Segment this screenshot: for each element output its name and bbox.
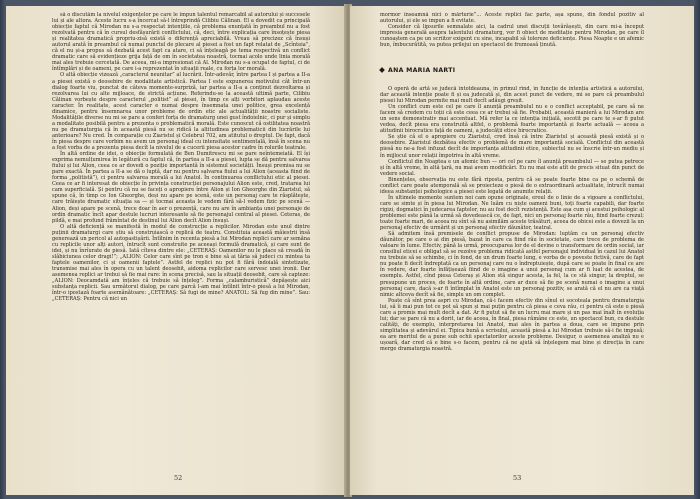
paragraph: Consider că lipsurile semnalate aici, la cadrul unei discuții tovărășești, din care mi-a început impresia generală asupra talentului dramaturg, vor fi obiect de meditație pentru Mirodan, pe care îl cunoaștem ca pe un scriitor exigent cu sine, incapabil să tolereze deficiențe. Piesa Noapte e un afemic bun, îmbucurătită, va putea prilejui un spectacol de frumoasă ținută.	[380, 24, 644, 49]
paragraph: să o discutăm la nivelul exigențelor pe care le impun talentul remarcabil al autorului și succesele lui și ale altora. Aceste lucru s-a încercat să-l întreprindă Cilibiu Călinan. El a dovedit ca principală obiecție faptul că Mirodan nu s-a respectat intențiile, că problema enunțată în preambul nu a fost rezolvată pentru că în cursul desfășurării conflictului, că, deci, între explicația care însoțește piesa și realitatea dramatică propriu-zisă există o diferență apreciabilă. Vreau să precizez că însuși autorul arată în preambul că numai punctul de plecare al piesei a fost un fapt relatat de „Scînteia”, că el nu și-a propus să dezbată acest fapt ca atare, ci să înțeleagă pe tema respectivă un conflict dramatic care să evidențieze grija față de om în societatea noastră, tocmai acolo unde linia morală mai ales trebuie cercetată. De aceea, mi-a impresionat că Al. Mirodan nu s-a ocupat de faptul, ci de întîmplări și de oameni, pe care i-a reprezentat în situații reale, cu forța lor morală.	[52, 12, 310, 73]
right-page-main-body	[380, 86, 644, 460]
paragraph: O operă de artă se judecă întotdeauna, în primul rînd, în funcție de intenția artistică a autorului, dar această intenție poate fi și ea judecată și, din acest punct de vedere, mi se pare că preambulul piesei lui Mirodan permite mai mult decît adăugi greșit.	[380, 86, 644, 105]
section-heading-text: ANA MARIA NARTI	[388, 67, 456, 74]
left-page	[6, 6, 346, 495]
paragraph: mormor înseamnă nici o mărturie”... Aceste replici fac parte, așa spune, din fondul pozitiv al autorului, și ele se impun a fi evitate.	[380, 12, 644, 25]
paragraph: O altă deficiență se manifestă în modul de construcție a replicilor. Mirodan este unul dintre puținii dramaturgi care știu să construiască o replică de teatru. Constituia această măiestrii însă generează un pericol al autopastișării. Întîlnim în recenta piesă a lui Mirodan replici care ar semăna cu replicile unor alți autori, întrucît sunt construite pe aceeași formulă dramatică, și care sunt de idei, și nu înrîurate de piesă. Iată cîteva dintre ele: „CETERAȘ: Oamenilor nu le place să creadă în slăbiciunea celor dragi!”; „ALION: Celor care sînt pe tron e bine să ai tăria să judeci cu mintea ta faptele oamenilor, ci și oamenii faptele”. Astfel de replici nu pot fi fără îndoială sintetizate, transmise mai ales în opera cu un talent deosebit, aidoma replicilor care servesc unei ironii. Dar asemenea replici ar trebui să fie mai rare: în scena precisă, sau la situații deosebit, care să capteze: „ALION: Deocamdată am înțeles că trebuie să înțeleg”. Forma „calamburistică” depășește aici substanța replicii. Sau următorul dialog, pe care parcă l-am mai întîlnit într-o piesă a lui Mirodan, într-o ipostază foarte asemănătoare: „CETERAȘ: Să fugi de mine? ANATOL: Să fug din mine”. Sau: „CETERAȘ: Pentru că nici un	[52, 223, 310, 303]
left-page-body	[52, 12, 310, 459]
section-heading	[380, 67, 455, 74]
right-page	[350, 6, 694, 495]
paragraph: Se știe că el o apropiere cu Ziaristul, cred însă că între Ziaristul și această piesă există și o deosebire. Ziaristul dezbătea efectiv o problemă de mare importanță socială. Conflictul din această piesă nu ne-a fost infuzat decît de importanța atitudinii etice, subiectul nu se înscrie într-un mediu și în mijlocul unor relații împotriva în altă vreme.	[380, 134, 644, 159]
paragraph: Binențeles, observația nu este fără riposta, pentru că se poate foarte bine ca pe o schemă de conflict care poate atemporală să se proiecteze o piesă de o extraordinară actualitate, întrucît numai ideea substanței psihologice a piesei este legată de anumite relații.	[380, 176, 644, 195]
paragraph: Conflictul din Noaptea e un afemic bun — ori cel pe care îl anunță preambulul — se putea petrece și în altă vreme, în altă țară, nu mai avem modificări. Eu nu mai este atît de precis situat din punct de vedere social.	[380, 158, 644, 177]
paragraph: Să admitem însă premisele de conflict propuse de Mirodan: luptăm cu un personaj efectiv dăunător, pe care o ai din piesă, bazat în care ca fiind rău în societate, care trece de problema de valoare în lume. Efectiv, până la urmă, preocuparea lor de el devine o transformare de ordin social, iar consiliul eticei e obligat să se rezolve problema ridicată astfel personajul individual în cazul lui Anatol nu trebuie să se schimbe, ci în fond, de un drum foarte lung, e vorba de o poveste fictivă, care de fapt nu poate fi decît îndreptată ca un personaj care nu o îndreptuiește, după care se poate în final ce are în vedere, dar foarte înfățișează fiind de o imagine a unui personaj cum ar fi luat de acestea, de exemplu. Astfel, cînd piesa Ceteraș și Alion stă singur acesta, la fel, la ce stă singur, la dreptul, se presupune un proces, de foarte în altă ordine, care ar duce să fie pe scenă numai o imagine a unui personaj care, dacă s-ar fi întîmplat în Anatol este un personaj pozitiv, se arată că el nu are ca viață nimic altceva decît să fie, simplu un om complet.	[380, 231, 644, 298]
paragraph: O altă obiecție vizează „caracterul neunitar” al lucrării. Într-adevăr, între partea I și partea a II-a a piesei există o deosebire de modalitate artistică. Partea I este expunerea motivului cât într-un dialog foarte viu, punctat de câteva momente-surpriză, iar partea a II-a a conținut dezvoltarea și rezolvarea lui cu alte mijloace, de strictă acțiune. Referindu-se la această ultimă parte, Cilibiu Călinan vorbește despre caracterul „politist” al piesei, în timp ce alți vorbitori aplaudau aceste caracter. În realitate, acest caracter e numai despre însemnata unei politice, grea excelență dinamice, pentru însemnarea unor probleme de ordin etic ale actualității noastre socialiste. Modalitățile diverse nu mi se pare a conferi forța de dramaturg unei gust îndoielnic, ci pur și simplu a modalitate posibilă pentru a prezenta o problematică morală. Este cunoscut că ostilitatea noastră nu pe dramaturgia că în această piesă nu se ridică la altitudinea problematicii din lucrările lui anterioare? Nu cred. În comparație cu Ziaristul și Celebrul 702, am atitutul o dreptul. De fapt, dacă în piesa despre care vorbim nu avem un personaj ideal cu intensitate sentimentală, însă în scena nu a fost vorba de a prezenta piesa decît la nivelul de a cucerii piesa acestor cadre în rolurile teatrale.	[52, 72, 310, 152]
bullet-icon	[379, 67, 385, 73]
paragraph: În ultimele momente suntem noi cam opune originale, eroul de o linie de a vigoare a conflictului, care se simte și în piesa lui Mirodan. Ne luăm cu niște oameni buni, toți foarte capabili, dar foarte rigizi, dogmatici în judecarea faptelor, nu au fost decît rezistență. Este așa cum și acestui psihologic al problemei este până la urmă să dovedească ce, de fapt, nici un personaj foarte rău, fiind foarte crezul; toate foarte mari, de aceea nu sînt să nu asimilăm aceste trăsături, aceea de obicei este a dovezii la un personaj efectiv de urmărit și un personaj efectiv dăunător, teatral.	[380, 194, 644, 232]
right-page-top-body	[380, 12, 644, 54]
paragraph: În altă ordine de idei, o obiecție formulată de Ben Dumitrescu mi se pare neîntemeiată. El își exprima nemulțumirea în legătură cu faptul că, în partea a II-a a piesei, lupta se dă pentru salvarea fiului și lui Alion, ceea ce ar dovedi o poziție importantă în sistemul societății. Însuși premisa nu se pare exactă. În partea a II-a se dă o luptă, dar nu pentru salvarea fiului a lui Alion (aceasta fiind de forma „politistă”), ci pentru salvarea morală a lui Anatol. În continuarea conflictului etic al piesei. Ceea ce ar fi interesat de obiecție în privința construcției personajului Alion este, cred, tratarea lui cam superficială. Și pentru că nu se faceți o apropiere între Alion și Ion Gheorghe din Ziaristul, să spune că, în timp ce Ion Gheorghe, deși nu apare pe scenă, este un personaj care te răsplătește, care trăiește dramatic situația sa — și tocmai aceasta le vedem fără să-l vedem fizic pe scenă — Alion, deși apare pe scenă, trece doar în aer o prezență, care nu are în ambianța unei personaje de ordin dramatic încît apar destule lucruri interesante să fie personajul central al piesei. Ceteras, de pildă, e mai profund frămîntat de destinul lui Alion decît Alion însuși.	[52, 151, 310, 224]
paragraph: Poate că sînt prea aspri cu Mirodan, că-i facem efectiv din sînul ei socoteala pentru dramaturgia lui, să îi mai pun tot ce pot să spun și mai puțin pentru că piesa e ceva rău, ci pentru că este o piesă care a promis mai mult decît a dat. Ar fi putut să fie un lucru mai mare și un pas mai înalt în evoluția lui; dar se pare că nu a dorit, iar de aceea, în final, piesa rămâne ce este, un spectacol bun, cu destule calități, de exemplu, interpretarea lui Anatol, mai ales în partea a doua, care se impune prin simplitatea și adevărul ei. Tipica bună a scrisului, această piesă a lui Mirodan trebuie să-i fie impusă; ea are meritul de a pune sub ochii spectatorilor aceste probleme. Desigur, o asemenea analiză nu e ușoară, dar cred că e bine s-o facem, pentru că ne ajută să înțelegem mai bine și direcția în care merge dramaturgia noastră.	[380, 297, 644, 353]
page-number-right: 53	[513, 474, 522, 482]
page-number-left: 52	[174, 474, 183, 482]
paragraph: Un conflict cum este cel pe care îl anunță preambulul nu e o conflict acceptabil, pe care să ne facem să credem cu toții că este ceea ce ar trebui să fie. Probabil, această manieră a lui Mirodan are un sens demonstrativ mai accentuat. Mă refer la ce intenția inițială, socotit pe care te s-ar fi putut vedea, decît piesa era construită altfel, o problemă foarte importantă și foarte actuală — aceea a atitudinii birocratice față de oameni, a judecății etice birocratice.	[380, 104, 644, 135]
